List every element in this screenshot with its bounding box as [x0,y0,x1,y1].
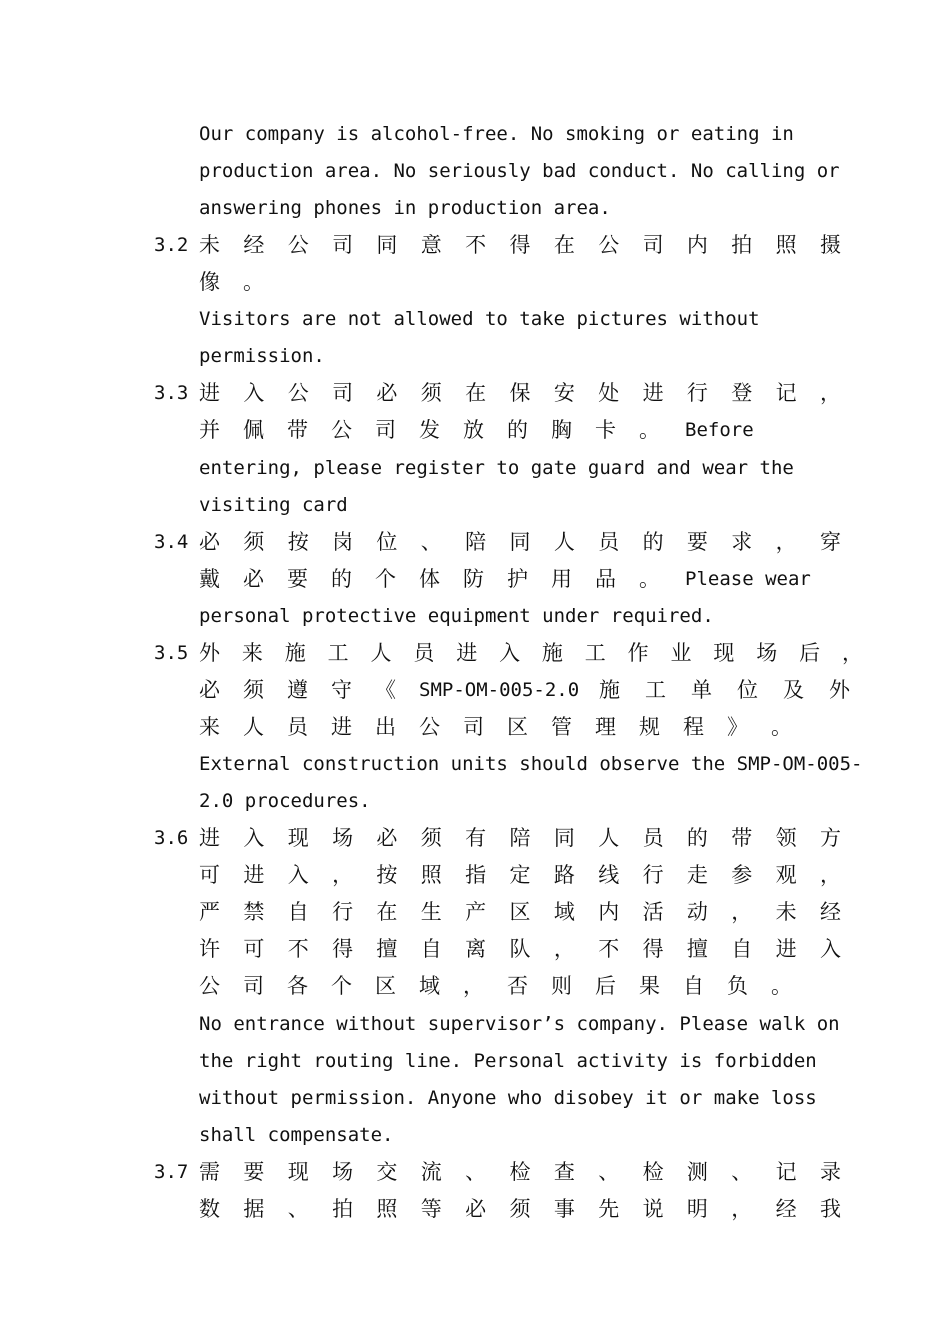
glyph: 记 [775,381,797,405]
glyph: 各 [287,974,308,998]
intro-line-1: Our company is alcohol-free. No smoking or eating in [199,123,794,145]
glyph: 产 [465,900,487,924]
glyph: 得 [509,233,531,257]
glyph: 负 [727,974,748,998]
glyph: 公 [331,418,352,442]
glyph: 必 [465,1197,487,1221]
glyph: 区 [509,900,531,924]
glyph: 不 [598,937,620,961]
glyph: 行 [686,381,708,405]
glyph: 现 [713,641,735,665]
glyph: 照 [775,233,797,257]
glyph: 进 [199,826,220,850]
glyph: 业 [670,641,692,665]
section-3-5-code: SMP-OM-005-2.0 [419,679,580,701]
glyph: 得 [332,937,354,961]
glyph: ， [463,974,484,998]
glyph: 自 [420,937,442,961]
glyph: 进 [775,937,797,961]
glyph: 明 [686,1197,708,1221]
glyph: 现 [287,826,309,850]
glyph: 公 [598,233,620,257]
glyph: 。 [639,418,660,442]
glyph: 公 [287,233,309,257]
glyph: ， [820,381,841,405]
glyph: 经 [775,1197,797,1221]
glyph: 测 [686,1160,708,1184]
section-number: 3.5 [154,642,189,664]
glyph: 经 [820,900,841,924]
section-3-6-en-line-3: without permission. Anyone who disobey it or make loss [199,1087,817,1109]
glyph: 像 [199,270,220,294]
glyph: 。 [639,567,660,591]
section-3-6-en-line-1: No entrance without supervisor’s company. Please walk on [199,1013,840,1035]
glyph: 入 [287,863,309,887]
glyph: 按 [376,863,398,887]
glyph: 、 [598,1160,620,1184]
glyph: 位 [376,530,398,554]
glyph: 未 [199,233,220,257]
glyph: 要 [243,1160,265,1184]
glyph: 陪 [465,530,487,554]
glyph: 人 [370,641,392,665]
glyph: 严 [199,900,220,924]
glyph: 登 [731,381,753,405]
section-3-5-en-line-1: External construction units should observe the SMP-OM-005- [199,753,863,775]
glyph: 司 [332,233,354,257]
section-3-3-en-line-2: visiting card [199,494,348,516]
glyph: 事 [553,1197,575,1221]
glyph: 求 [731,530,753,554]
glyph: 在 [553,233,575,257]
glyph: 得 [642,937,664,961]
glyph: 拍 [332,1197,354,1221]
glyph: 照 [376,1197,398,1221]
glyph: 安 [553,381,575,405]
glyph: 守 [331,678,352,702]
glyph: 佩 [243,418,264,442]
glyph: 司 [332,381,354,405]
glyph: 司 [463,715,484,739]
glyph: 并 [199,418,220,442]
glyph: 入 [820,937,841,961]
glyph: 入 [243,381,265,405]
glyph: 公 [419,715,440,739]
section-3-4-en-tail: Please wear [685,568,811,590]
glyph: 戴 [199,567,220,591]
glyph: 施 [541,641,563,665]
glyph: 可 [243,937,265,961]
glyph: 工 [584,641,606,665]
glyph: 先 [598,1197,620,1221]
glyph: 陪 [509,826,531,850]
glyph: 域 [419,974,440,998]
section-3-6-en-line-2: the right routing line. Personal activity is forbidden [199,1050,817,1072]
section-3-3-en-tail: Before [685,419,754,441]
glyph: 管 [551,715,572,739]
glyph: 拍 [731,233,753,257]
glyph: 须 [420,381,442,405]
glyph: 路 [553,863,575,887]
glyph: 定 [509,863,531,887]
glyph: 、 [287,1197,309,1221]
glyph: 在 [376,900,398,924]
glyph: 必 [376,826,398,850]
glyph: 动 [686,900,708,924]
glyph: 及 [783,678,804,702]
glyph: 查 [553,1160,575,1184]
glyph: 必 [199,530,220,554]
glyph: 同 [553,826,575,850]
glyph: 工 [327,641,349,665]
section-number: 3.4 [154,531,189,553]
glyph: 场 [332,1160,354,1184]
glyph: 生 [420,900,442,924]
glyph: 个 [331,974,352,998]
glyph: 走 [686,863,708,887]
glyph: 外 [199,641,220,665]
glyph: 、 [731,1160,753,1184]
glyph: 在 [465,381,487,405]
glyph: ， [842,641,863,665]
section-number: 3.7 [154,1161,189,1183]
glyph: 自 [287,900,309,924]
glyph: 须 [420,826,442,850]
glyph: 摄 [820,233,841,257]
section-number: 3.3 [154,382,189,404]
intro-line-2: production area. No seriously bad conduct. No calling or [199,160,840,182]
glyph: ， [775,530,797,554]
glyph: 域 [553,900,575,924]
glyph: 品 [595,567,616,591]
glyph: 进 [331,715,352,739]
glyph: 体 [419,567,440,591]
glyph: 穿 [820,530,841,554]
glyph: 进 [456,641,478,665]
glyph: 现 [287,1160,309,1184]
section-3-2-en-line-2: permission. [199,345,325,367]
glyph: 人 [598,826,620,850]
glyph: 》 [727,715,748,739]
glyph: 发 [419,418,440,442]
glyph: 有 [465,826,487,850]
section-3-6-en-line-4: shall compensate. [199,1124,394,1146]
glyph: 行 [642,863,664,887]
glyph: 员 [598,530,620,554]
glyph: 区 [375,974,396,998]
glyph: 检 [642,1160,664,1184]
glyph: 不 [287,937,309,961]
glyph: 必 [199,678,220,702]
glyph: 队 [509,937,531,961]
glyph: 意 [420,233,442,257]
glyph: ， [553,937,575,961]
intro-line-3: answering phones in production area. [199,197,611,219]
glyph: 须 [243,678,264,702]
glyph: 否 [507,974,528,998]
glyph: 的 [507,418,528,442]
glyph: 后 [799,641,821,665]
glyph: 《 [375,678,396,702]
glyph: 必 [243,567,264,591]
glyph: 区 [507,715,528,739]
glyph: 公 [199,974,220,998]
glyph: 自 [683,974,704,998]
glyph: 场 [756,641,778,665]
glyph: 遵 [287,678,308,702]
section-number: 3.2 [154,234,189,256]
glyph: 个 [375,567,396,591]
glyph: 员 [642,826,664,850]
section-3-5-en-line-2: 2.0 procedures. [199,790,371,812]
glyph: 理 [595,715,616,739]
glyph: 岗 [332,530,354,554]
glyph: 工 [645,678,666,702]
glyph: 不 [465,233,487,257]
glyph: 离 [465,937,487,961]
glyph: 领 [775,826,797,850]
glyph: 同 [509,530,531,554]
glyph: ， [332,863,354,887]
glyph: 用 [551,567,572,591]
glyph: 外 [829,678,850,702]
glyph: 入 [243,826,265,850]
glyph: 果 [639,974,660,998]
glyph: 活 [642,900,664,924]
glyph: 胸 [551,418,572,442]
glyph: 行 [332,900,354,924]
glyph: 方 [820,826,841,850]
section-3-4-en-line-1: personal protective equipment under required. [199,605,714,627]
glyph: 同 [376,233,398,257]
glyph: 交 [376,1160,398,1184]
glyph: 要 [686,530,708,554]
glyph: 处 [598,381,620,405]
glyph: 须 [243,530,265,554]
glyph: 进 [243,863,265,887]
glyph: 据 [243,1197,265,1221]
glyph: 施 [599,678,620,702]
glyph: 施 [284,641,306,665]
glyph: 员 [287,715,308,739]
glyph: 。 [771,974,792,998]
glyph: 录 [820,1160,841,1184]
glyph: 需 [199,1160,220,1184]
glyph: 擅 [686,937,708,961]
glyph: 人 [553,530,575,554]
glyph: 、 [420,530,442,554]
section-3-2-en-line-1: Visitors are not allowed to take pictures without [199,308,760,330]
glyph: 的 [331,567,352,591]
glyph: 指 [465,863,487,887]
glyph: 照 [420,863,442,887]
glyph: 未 [775,900,797,924]
glyph: 记 [775,1160,797,1184]
glyph: 进 [642,381,664,405]
glyph: 司 [243,974,264,998]
glyph: 人 [243,715,264,739]
glyph: 流 [420,1160,442,1184]
glyph: 带 [731,826,753,850]
glyph: 公 [287,381,309,405]
glyph: 入 [499,641,521,665]
glyph: 要 [287,567,308,591]
glyph: 进 [199,381,220,405]
glyph: 须 [509,1197,531,1221]
glyph: 的 [642,530,664,554]
glyph: ， [820,863,841,887]
glyph: 线 [598,863,620,887]
glyph: 可 [199,863,220,887]
glyph: ， [731,1197,753,1221]
glyph: 出 [375,715,396,739]
glyph: 的 [686,826,708,850]
glyph: 等 [420,1197,442,1221]
glyph: 禁 [243,900,265,924]
glyph: 。 [243,270,264,294]
glyph: 参 [731,863,753,887]
glyph: ， [731,900,753,924]
glyph: 防 [463,567,484,591]
glyph: 司 [642,233,664,257]
glyph: 保 [509,381,531,405]
section-number: 3.6 [154,827,189,849]
glyph: 经 [243,233,265,257]
glyph: 按 [287,530,309,554]
glyph: 员 [413,641,435,665]
glyph: 擅 [376,937,398,961]
glyph: 检 [509,1160,531,1184]
glyph: 、 [465,1160,487,1184]
glyph: 必 [376,381,398,405]
glyph: 我 [820,1197,841,1221]
glyph: 卡 [595,418,616,442]
glyph: 自 [731,937,753,961]
glyph: 放 [463,418,484,442]
glyph: 来 [241,641,263,665]
glyph: 观 [775,863,797,887]
glyph: 内 [686,233,708,257]
glyph: 作 [627,641,649,665]
glyph: 规 [639,715,660,739]
glyph: 护 [507,567,528,591]
glyph: 单 [691,678,712,702]
glyph: 带 [287,418,308,442]
glyph: 则 [551,974,572,998]
glyph: 数 [199,1197,220,1221]
glyph: 司 [375,418,396,442]
glyph: 来 [199,715,220,739]
glyph: 说 [642,1197,664,1221]
glyph: 内 [598,900,620,924]
glyph: 位 [737,678,758,702]
glyph: 许 [199,937,220,961]
section-3-3-en-line-1: entering, please register to gate guard and wear the [199,457,794,479]
glyph: 程 [683,715,704,739]
glyph: 场 [332,826,354,850]
glyph: 后 [595,974,616,998]
glyph: 。 [771,715,792,739]
